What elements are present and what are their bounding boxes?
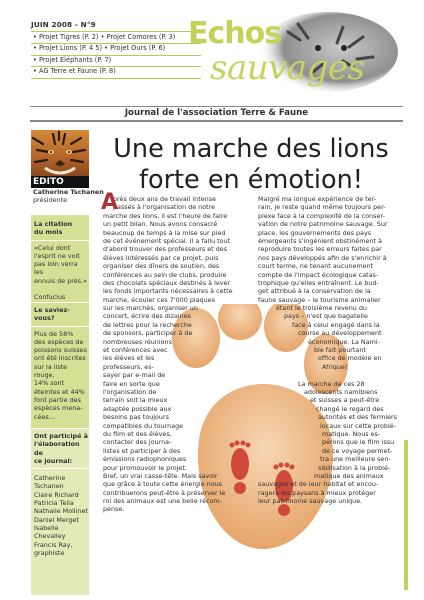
contributors-title: Ont participé à xyxy=(34,432,88,440)
fact-line: éteintes et 44% xyxy=(34,387,85,396)
article-line: contribuerons peut-être à préserver le xyxy=(103,488,226,497)
article-line: du film et des élèves, xyxy=(103,429,172,438)
did-you-know-text xyxy=(34,306,88,421)
article-line: matique. Nous es- xyxy=(322,429,381,438)
fact-line: espèces mena- xyxy=(34,404,83,413)
contributor-line: Nathalie Mollinet xyxy=(34,507,88,516)
contributor-line: Catherine xyxy=(34,474,66,483)
article-line: de cet événement spécial. Il a fallu tout xyxy=(103,236,231,245)
contributors-box xyxy=(31,429,89,595)
contributor-line: Tschanen xyxy=(34,482,64,491)
logo-word-echos: Echos xyxy=(188,16,282,51)
edito-role: présidente xyxy=(33,196,68,204)
headline-line: forte en émotion! xyxy=(138,165,363,195)
article-line: les fonds importants nécessaires à cette xyxy=(103,287,233,296)
headline-line: Une marche des lions xyxy=(113,134,389,164)
article-line: adolescents namibiens xyxy=(304,387,378,396)
toc-item[interactable]: • Projet Eléphants (P. 7) xyxy=(33,55,112,64)
article-line: office de modèle en xyxy=(318,354,382,363)
fact-line: Plus de 58% xyxy=(34,329,74,338)
fact-line: sur la liste rouge, xyxy=(34,362,68,380)
divider xyxy=(31,240,89,241)
toc-item[interactable]: • Projet Tigres (P. 2) • Projet Comores (P. 3) xyxy=(33,33,176,41)
subtitle-bar xyxy=(30,106,403,122)
article-line: élèves intéressés par ce projet, puis xyxy=(103,253,219,262)
article-line: changé le regard des xyxy=(316,404,384,413)
contributor-line: Chevalley xyxy=(34,532,66,541)
article-line: marche des lions, il est l'heure de faire xyxy=(103,211,228,220)
article-column-right xyxy=(258,195,405,505)
article-line: étant le troisième revenu du xyxy=(276,304,367,313)
article-line: listes et participer à des xyxy=(103,446,181,455)
article-line: trophique qu'elles entraînent. Le bud- xyxy=(258,278,379,287)
article-line: contacter des journa- xyxy=(103,438,172,447)
citation-title: La citation xyxy=(34,220,73,228)
article-line: émissions radiophoniques xyxy=(103,455,187,464)
divider xyxy=(30,106,403,107)
article-line: get attribué à la conservation de la xyxy=(258,287,371,296)
fact-line: poissons suisses xyxy=(34,346,87,355)
citation-line: ennuis de près.» xyxy=(34,276,87,285)
contributors-title: ce journal: xyxy=(34,456,73,465)
did-you-know-box xyxy=(31,303,89,428)
toc-item[interactable]: • AG Terre et Faune (P. 8) xyxy=(33,67,116,76)
article-line: faire en sorte que xyxy=(103,379,160,388)
article-line: et suisses a peut-être xyxy=(310,396,380,405)
edito-bar xyxy=(31,176,89,188)
article-headline xyxy=(96,134,406,196)
edito-label: EDITO xyxy=(33,177,64,187)
article-line: sibilisation à la problé- xyxy=(318,463,391,472)
article-line: passés à l'organisation de notre xyxy=(113,203,216,212)
fact-line: cées... xyxy=(34,412,55,421)
article-line: d'abord trouver des professeurs et des xyxy=(103,245,228,254)
article-line: de lettres pour la recherche xyxy=(103,320,192,329)
article-line: économique. La Nami- xyxy=(308,337,380,346)
article-line: sur les marchés, organiser un xyxy=(103,304,198,313)
article-line: un petit bilan. Nous avons consacré xyxy=(103,220,218,229)
contributor-line: Patricia Tella xyxy=(34,499,74,508)
article-line: ragera les paysans à mieux protéger xyxy=(258,488,376,497)
article-line: faune sauvage – le tourisme animalier xyxy=(258,295,381,304)
contributors-text xyxy=(34,432,88,557)
article-line: marche, écouler ces 7'000 plaques xyxy=(103,295,215,304)
article-line: autorités et des fermiers xyxy=(318,413,397,422)
article-line: tra une meilleure sen- xyxy=(320,455,391,464)
fact-line: des espèces de xyxy=(34,337,84,346)
article-line: besoins pas toujours xyxy=(103,413,169,422)
article-line: conférences au sein de clubs, produire xyxy=(103,270,227,279)
article-line: vation de notre patrimoine sauvage. Sur xyxy=(258,220,388,229)
article-line: beaucoup de temps à la mise sur pied xyxy=(103,228,226,237)
newsletter-logo xyxy=(178,12,402,108)
article-line: que grâce à toute cette énergie nous xyxy=(103,480,223,489)
article-line: compatibles du tournage xyxy=(103,421,184,430)
article-line: de ce voyage permet- xyxy=(322,446,393,455)
article-line: compte de l'impact écologique catas- xyxy=(258,270,379,279)
article-line: pour promouvoir le projet. xyxy=(103,463,187,472)
contributors-title: l'élaboration de xyxy=(34,440,80,457)
article-line: et conférences avec xyxy=(103,346,168,355)
did-you-know-title: Le saviez-vous? xyxy=(34,306,70,323)
divider xyxy=(31,468,89,469)
article-line: sauvages et de leur habitat et encou- xyxy=(258,480,379,489)
article-line: course au développement xyxy=(298,329,382,338)
logo-word-sauvages: sauvages xyxy=(210,48,365,88)
article-line: de sponsors, participer à de xyxy=(103,329,193,338)
article-line: près deux ans de travail intense xyxy=(113,195,216,203)
article-line: nos pays développés afin de s'enrichir à xyxy=(258,253,387,262)
journal-subtitle: Journal de l'association Terre & Faune xyxy=(124,108,309,118)
article-line: professeurs, es- xyxy=(103,362,154,371)
article-line: des chocolats spéciaux destinés à lever xyxy=(103,278,231,287)
article-line: court terme, ne tenant aucunement xyxy=(258,262,374,271)
toc-item[interactable]: • Projet Lions (P. 4 5) • Projet Ours (P. 6) xyxy=(33,44,166,53)
decorative-border xyxy=(404,440,408,590)
citation-line: l'esprit ne voit xyxy=(34,251,80,260)
article-line: reproduire toutes les erreurs faites par xyxy=(258,245,382,254)
article-line: Afrique! xyxy=(322,362,348,371)
article-line: pense. xyxy=(103,505,125,514)
article-line: face à celui engagé dans la xyxy=(292,320,380,329)
article-line: leur patrimoine sauvage unique. xyxy=(258,497,363,506)
article-line: concert, écrire des dizaines xyxy=(103,312,191,321)
fact-line: 14% sont xyxy=(34,379,65,388)
article-line: les élèves et les xyxy=(103,354,155,363)
spacer xyxy=(34,285,88,293)
contributor-line: Francis Ray, xyxy=(34,540,73,549)
article-line: rain, je reste quand même toujours per- xyxy=(258,203,386,212)
contributor-line: graphiste xyxy=(34,548,65,557)
contributor-line: Claire Richard xyxy=(34,490,79,499)
edito-author: Catherine Tschanen xyxy=(33,188,104,196)
article-line: pays – n'est que bagatelle xyxy=(284,312,368,321)
divider xyxy=(31,31,201,32)
article-line: organiser des dîners de soutien, des xyxy=(103,262,220,271)
citation-author: Confucius xyxy=(34,293,66,302)
citation-line: «Celui dont xyxy=(34,243,71,252)
article-line: l'organisation de xyxy=(103,387,157,396)
divider xyxy=(31,78,201,79)
citation-text xyxy=(34,220,88,301)
tiger-photo xyxy=(31,130,89,176)
divider xyxy=(31,326,89,327)
article-line: émergeants s'ingénient obstinément à xyxy=(258,236,382,245)
fact-line: font partie des xyxy=(34,395,81,404)
article-line: Malgré ma longue expérience de ter- xyxy=(258,195,377,203)
article-line: sayer par e-mail de xyxy=(103,371,166,380)
citation-line: pas loin verra les xyxy=(34,260,78,277)
article-line: nombreuses réunions xyxy=(103,337,172,346)
issue-date: JUIN 2008 - N°9 xyxy=(31,20,96,29)
drop-cap: A xyxy=(101,190,119,215)
article-line: terrain soit la mieux xyxy=(103,396,168,405)
article-line: roi des animaux est une belle récom- xyxy=(103,497,223,506)
article-line: bie fait pourtant xyxy=(314,346,366,355)
contributor-line: Daniel Merget xyxy=(34,515,79,524)
article-line: adaptée possible aux xyxy=(103,404,172,413)
article-line: pérons que le film issu xyxy=(322,438,395,447)
article-line: matique des animaux xyxy=(314,471,384,480)
article-line xyxy=(258,371,405,379)
article-line: plexe face à la complexité de la conser- xyxy=(258,211,385,220)
article-line: locaux sur cette problé- xyxy=(320,421,396,430)
citation-title: du mois xyxy=(34,228,63,237)
article-line: place, les gouvernements des pays xyxy=(258,228,372,237)
divider xyxy=(30,120,403,122)
issue-header xyxy=(31,20,201,79)
contributor-line: Isabelle xyxy=(34,523,59,532)
article-column-left xyxy=(101,190,250,514)
tiger-face-image xyxy=(31,130,89,176)
article-line: Bref, un vrai casse-tête. Mais savoir xyxy=(103,471,218,480)
article-line: La marche de ces 28 xyxy=(298,379,365,388)
citation-box xyxy=(31,215,89,302)
fact-line: ont été inscrites xyxy=(34,354,86,363)
